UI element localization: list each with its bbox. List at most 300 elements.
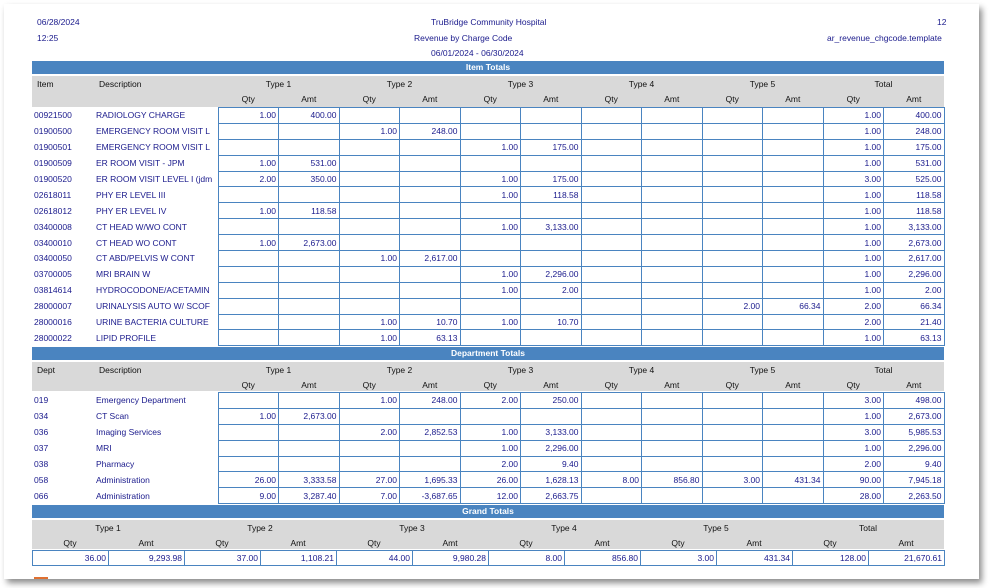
item-qty-cell: 1.00 <box>218 155 279 171</box>
item-qty-cell: 1.00 <box>823 123 884 139</box>
item-qty-cell <box>218 266 279 282</box>
dept-code: 066 <box>32 488 94 504</box>
dept-amt-cell <box>763 456 824 472</box>
item-code: 00921500 <box>32 108 94 124</box>
dept-qty-cell: 3.00 <box>823 393 884 409</box>
dept-qty-cell <box>702 488 763 504</box>
dept-amt-cell: 498.00 <box>884 393 945 409</box>
item-qty-cell: 1.00 <box>823 266 884 282</box>
dept-row <box>32 440 944 456</box>
item-qty-cell <box>581 187 642 203</box>
grand-qty-label: Qty <box>215 538 229 548</box>
item-row <box>32 171 944 187</box>
dept-qty-cell: 12.00 <box>460 488 521 504</box>
item-amt-cell <box>763 108 824 124</box>
dept-qty-cell <box>218 424 279 440</box>
grand-qty-label: Qty <box>63 538 77 548</box>
dept-amt-cell <box>642 456 703 472</box>
item-amt-label: Amt <box>301 94 317 104</box>
item-amt-cell: 400.00 <box>279 108 340 124</box>
dept-amt-cell: 2,852.53 <box>400 424 461 440</box>
item-row <box>32 235 944 251</box>
item-description: EMERGENCY ROOM VISIT L <box>94 139 218 155</box>
item-qty-cell: 1.00 <box>218 108 279 124</box>
item-row <box>32 266 944 282</box>
item-description: HYDROCODONE/ACETAMIN <box>94 282 218 298</box>
dept-amt-label: Amt <box>906 380 922 390</box>
item-amt-cell <box>642 282 703 298</box>
grand-group-1: Type 1 <box>95 523 121 533</box>
dept-qty-cell: 8.00 <box>581 472 642 488</box>
dept-description: Pharmacy <box>94 456 218 472</box>
item-amt-label: Amt <box>906 94 922 104</box>
dept-qty-cell: 1.00 <box>460 424 521 440</box>
item-amt-cell: 2,296.00 <box>521 266 582 282</box>
item-row <box>32 298 944 314</box>
item-qty-cell <box>702 203 763 219</box>
dept-qty-cell: 1.00 <box>218 408 279 424</box>
item-description: URINE BACTERIA CULTURE <box>94 314 218 330</box>
item-amt-cell <box>521 203 582 219</box>
item-amt-cell: 531.00 <box>279 155 340 171</box>
item-qty-cell <box>581 108 642 124</box>
item-qty-cell <box>460 330 521 346</box>
item-qty-cell <box>581 314 642 330</box>
dept-qty-cell <box>702 393 763 409</box>
item-amt-cell <box>279 298 340 314</box>
item-amt-cell <box>763 219 824 235</box>
item-row <box>32 155 944 171</box>
dept-amt-cell: 7,945.18 <box>884 472 945 488</box>
item-qty-cell: 1.00 <box>339 330 400 346</box>
item-qty-cell <box>218 251 279 267</box>
item-qty-label: Qty <box>725 94 739 104</box>
dept-amt-cell <box>400 456 461 472</box>
dept-group-1: Type 1 <box>265 365 292 375</box>
item-amt-cell <box>763 251 824 267</box>
item-code: 02618012 <box>32 203 94 219</box>
hospital-name: TruBridge Community Hospital <box>431 17 547 27</box>
item-amt-cell <box>279 139 340 155</box>
item-qty-cell <box>702 219 763 235</box>
dept-amt-label: Amt <box>422 380 438 390</box>
dept-qty-cell: 3.00 <box>823 424 884 440</box>
dept-group-5: Type 5 <box>749 365 776 375</box>
report-time: 12:25 <box>37 33 59 43</box>
dept-amt-cell: 2,296.00 <box>884 440 945 456</box>
item-qty-cell <box>581 219 642 235</box>
item-amt-cell <box>521 123 582 139</box>
item-amt-cell: 525.00 <box>884 171 945 187</box>
grand-qty-cell: 44.00 <box>337 551 413 566</box>
dept-amt-cell: 2,663.75 <box>521 488 582 504</box>
grand-amt-label: Amt <box>746 538 762 548</box>
dept-amt-cell: 2,673.00 <box>884 408 945 424</box>
item-qty-cell <box>460 203 521 219</box>
item-qty-cell <box>218 282 279 298</box>
item-amt-label: Amt <box>785 94 801 104</box>
item-row <box>32 187 944 203</box>
item-amt-cell <box>279 282 340 298</box>
item-description: RADIOLOGY CHARGE <box>94 108 218 124</box>
grand-qty-label: Qty <box>367 538 381 548</box>
item-amt-label: Amt <box>664 94 680 104</box>
item-amt-cell <box>400 298 461 314</box>
department-totals-bar: Department Totals <box>32 347 944 360</box>
grand-amt-label: Amt <box>442 538 458 548</box>
dept-description: Administration <box>94 472 218 488</box>
dept-amt-cell <box>763 393 824 409</box>
item-qty-cell <box>218 219 279 235</box>
item-amt-cell <box>279 251 340 267</box>
item-amt-cell: 118.58 <box>884 187 945 203</box>
dept-qty-cell: 7.00 <box>339 488 400 504</box>
dept-amt-cell: 3,333.58 <box>279 472 340 488</box>
dept-code: 036 <box>32 424 94 440</box>
item-amt-cell <box>642 235 703 251</box>
grand-total-row <box>33 551 945 566</box>
item-qty-cell <box>339 155 400 171</box>
grand-qty-cell: 36.00 <box>33 551 109 566</box>
item-qty-cell: 1.00 <box>460 187 521 203</box>
dept-qty-cell: 28.00 <box>823 488 884 504</box>
item-amt-cell <box>400 171 461 187</box>
item-qty-cell <box>339 266 400 282</box>
grand-qty-cell: 37.00 <box>185 551 261 566</box>
item-qty-cell: 2.00 <box>823 314 884 330</box>
dept-qty-cell <box>581 393 642 409</box>
dept-qty-cell: 2.00 <box>339 424 400 440</box>
item-amt-cell <box>763 330 824 346</box>
item-description: URINALYSIS AUTO W/ SCOF <box>94 298 218 314</box>
item-qty-cell <box>460 108 521 124</box>
item-amt-cell <box>400 108 461 124</box>
item-qty-cell: 1.00 <box>460 282 521 298</box>
grand-group-3: Type 3 <box>399 523 425 533</box>
item-qty-cell <box>339 108 400 124</box>
dept-row <box>32 456 944 472</box>
dept-row <box>32 472 944 488</box>
item-amt-cell <box>642 155 703 171</box>
grand-totals-bar: Grand Totals <box>32 505 944 518</box>
item-amt-cell <box>642 251 703 267</box>
item-qty-cell: 2.00 <box>218 171 279 187</box>
dept-amt-cell <box>279 424 340 440</box>
item-amt-cell <box>400 219 461 235</box>
item-amt-cell: 3,133.00 <box>521 219 582 235</box>
grand-qty-label: Qty <box>671 538 685 548</box>
dept-qty-cell: 1.00 <box>460 440 521 456</box>
item-qty-cell: 3.00 <box>823 171 884 187</box>
item-qty-cell <box>581 123 642 139</box>
item-code: 03400050 <box>32 251 94 267</box>
item-qty-cell: 1.00 <box>339 314 400 330</box>
item-qty-cell <box>581 203 642 219</box>
item-code: 01900500 <box>32 123 94 139</box>
item-row <box>32 314 944 330</box>
item-amt-cell: 66.34 <box>884 298 945 314</box>
item-code: 28000016 <box>32 314 94 330</box>
dept-qty-cell <box>581 424 642 440</box>
grand-group-6: Total <box>859 523 877 533</box>
dept-qty-cell <box>218 456 279 472</box>
dept-amt-cell: 248.00 <box>400 393 461 409</box>
item-amt-cell <box>763 171 824 187</box>
item-amt-cell <box>642 298 703 314</box>
template-name: ar_revenue_chgcode.template <box>827 33 942 43</box>
item-description: CT HEAD W/WO CONT <box>94 219 218 235</box>
item-amt-cell <box>763 282 824 298</box>
item-description: ER ROOM VISIT LEVEL I (jdm <box>94 171 218 187</box>
item-amt-cell <box>642 330 703 346</box>
item-qty-cell <box>581 330 642 346</box>
item-qty-cell: 1.00 <box>823 203 884 219</box>
item-qty-cell <box>339 219 400 235</box>
grand-amt-cell: 9,293.98 <box>109 551 185 566</box>
item-qty-cell <box>702 251 763 267</box>
dept-amt-cell <box>642 488 703 504</box>
dept-qty-cell: 1.00 <box>823 440 884 456</box>
item-col-label: Item <box>37 79 54 89</box>
item-qty-cell <box>218 298 279 314</box>
dept-amt-cell <box>642 424 703 440</box>
item-amt-cell <box>279 219 340 235</box>
item-row <box>32 203 944 219</box>
item-amt-cell <box>279 330 340 346</box>
dept-amt-label: Amt <box>785 380 801 390</box>
item-qty-cell <box>218 314 279 330</box>
item-amt-cell: 2.00 <box>521 282 582 298</box>
item-code: 03814614 <box>32 282 94 298</box>
dept-qty-cell: 90.00 <box>823 472 884 488</box>
item-amt-cell <box>642 187 703 203</box>
item-amt-cell: 2,617.00 <box>884 251 945 267</box>
item-desc-col-label: Description <box>99 79 142 89</box>
item-amt-label: Amt <box>422 94 438 104</box>
grand-amt-cell: 9,980.28 <box>413 551 489 566</box>
item-qty-label: Qty <box>483 94 497 104</box>
item-qty-cell <box>702 187 763 203</box>
dept-amt-cell: 2,673.00 <box>279 408 340 424</box>
item-group-2: Type 2 <box>386 79 413 89</box>
dept-amt-cell <box>400 408 461 424</box>
dept-code: 038 <box>32 456 94 472</box>
item-amt-cell: 248.00 <box>884 123 945 139</box>
item-row <box>32 282 944 298</box>
dept-amt-cell: 5,985.53 <box>884 424 945 440</box>
grand-amt-label: Amt <box>898 538 914 548</box>
dept-qty-cell: 1.00 <box>823 408 884 424</box>
dept-amt-label: Amt <box>543 380 559 390</box>
item-code: 01900501 <box>32 139 94 155</box>
item-amt-cell: 248.00 <box>400 123 461 139</box>
item-row <box>32 108 944 124</box>
item-amt-cell: 350.00 <box>279 171 340 187</box>
item-qty-label: Qty <box>846 94 860 104</box>
dept-qty-cell <box>339 408 400 424</box>
dept-amt-cell: 856.80 <box>642 472 703 488</box>
item-amt-cell: 2.00 <box>884 282 945 298</box>
item-qty-cell <box>581 298 642 314</box>
item-qty-cell: 1.00 <box>460 139 521 155</box>
item-qty-cell <box>460 123 521 139</box>
item-description: MRI BRAIN W <box>94 266 218 282</box>
item-qty-cell: 1.00 <box>823 330 884 346</box>
item-group-5: Type 5 <box>749 79 776 89</box>
grand-amt-cell: 1,108.21 <box>261 551 337 566</box>
dept-qty-cell <box>339 440 400 456</box>
item-qty-cell: 1.00 <box>339 251 400 267</box>
item-amt-cell: 175.00 <box>521 139 582 155</box>
item-amt-cell <box>400 266 461 282</box>
item-amt-cell <box>763 155 824 171</box>
item-amt-cell <box>279 266 340 282</box>
item-qty-cell: 1.00 <box>823 187 884 203</box>
dept-qty-cell: 26.00 <box>460 472 521 488</box>
dept-amt-cell: 9.40 <box>884 456 945 472</box>
dept-qty-cell: 2.00 <box>460 456 521 472</box>
item-description: PHY ER LEVEL IV <box>94 203 218 219</box>
item-amt-cell <box>642 314 703 330</box>
item-amt-label: Amt <box>543 94 559 104</box>
dept-amt-cell <box>642 393 703 409</box>
dept-amt-cell: 1,695.33 <box>400 472 461 488</box>
item-qty-cell <box>218 139 279 155</box>
item-amt-cell <box>763 187 824 203</box>
dept-group-6: Total <box>874 365 893 375</box>
dept-amt-cell: 2,296.00 <box>521 440 582 456</box>
grand-row <box>32 550 944 566</box>
dept-amt-cell <box>642 408 703 424</box>
dept-row <box>32 488 944 504</box>
dept-code: 037 <box>32 440 94 456</box>
dept-qty-cell: 9.00 <box>218 488 279 504</box>
item-amt-cell: 10.70 <box>521 314 582 330</box>
dept-amt-cell: 9.40 <box>521 456 582 472</box>
dept-qty-cell <box>581 440 642 456</box>
dept-qty-cell <box>702 456 763 472</box>
item-qty-cell: 1.00 <box>218 235 279 251</box>
dept-qty-cell <box>581 488 642 504</box>
item-qty-cell <box>460 251 521 267</box>
item-description: ER ROOM VISIT - JPM <box>94 155 218 171</box>
dept-description: Administration <box>94 488 218 504</box>
item-qty-cell <box>702 266 763 282</box>
item-qty-cell <box>218 187 279 203</box>
item-qty-cell <box>702 139 763 155</box>
dept-amt-cell <box>400 440 461 456</box>
dept-amt-cell: 2,263.50 <box>884 488 945 504</box>
grand-amt-label: Amt <box>290 538 306 548</box>
dept-qty-cell <box>581 456 642 472</box>
item-qty-cell: 1.00 <box>218 203 279 219</box>
item-qty-label: Qty <box>362 94 376 104</box>
item-qty-cell <box>581 251 642 267</box>
grand-amt-cell: 21,670.61 <box>869 551 945 566</box>
item-code: 01900509 <box>32 155 94 171</box>
item-qty-cell: 1.00 <box>339 123 400 139</box>
dept-description: CT Scan <box>94 408 218 424</box>
dept-amt-cell: -3,687.65 <box>400 488 461 504</box>
item-qty-cell <box>702 235 763 251</box>
item-description: LIPID PROFILE <box>94 330 218 346</box>
item-amt-cell <box>763 266 824 282</box>
grand-qty-label: Qty <box>823 538 837 548</box>
dept-qty-cell <box>702 408 763 424</box>
item-amt-cell: 21.40 <box>884 314 945 330</box>
item-code: 28000007 <box>32 298 94 314</box>
dept-qty-cell: 1.00 <box>339 393 400 409</box>
dept-qty-cell <box>339 456 400 472</box>
item-amt-cell: 175.00 <box>884 139 945 155</box>
item-amt-cell <box>642 171 703 187</box>
item-amt-cell <box>400 282 461 298</box>
item-qty-cell: 1.00 <box>823 251 884 267</box>
dept-qty-cell: 2.00 <box>823 456 884 472</box>
item-amt-cell <box>400 235 461 251</box>
grand-amt-label: Amt <box>138 538 154 548</box>
item-qty-cell <box>339 298 400 314</box>
item-amt-cell <box>763 139 824 155</box>
item-qty-cell <box>581 155 642 171</box>
dept-code: 058 <box>32 472 94 488</box>
dept-code: 034 <box>32 408 94 424</box>
dept-amt-cell <box>763 488 824 504</box>
item-amt-cell <box>763 235 824 251</box>
dept-col-label: Dept <box>37 365 55 375</box>
dept-amt-cell: 431.34 <box>763 472 824 488</box>
item-qty-cell: 2.00 <box>702 298 763 314</box>
item-qty-cell: 1.00 <box>460 314 521 330</box>
item-amt-cell <box>521 155 582 171</box>
item-amt-cell: 118.58 <box>521 187 582 203</box>
item-amt-cell: 2,617.00 <box>400 251 461 267</box>
item-description: CT ABD/PELVIS W CONT <box>94 251 218 267</box>
item-qty-cell <box>218 330 279 346</box>
dept-description: Emergency Department <box>94 393 218 409</box>
item-code: 01900520 <box>32 171 94 187</box>
item-description: PHY ER LEVEL III <box>94 187 218 203</box>
item-description: CT HEAD WO CONT <box>94 235 218 251</box>
item-code: 03400010 <box>32 235 94 251</box>
dept-description: Imaging Services <box>94 424 218 440</box>
page-number: 12 <box>937 17 947 27</box>
dept-table <box>32 392 945 504</box>
dept-group-4: Type 4 <box>628 365 655 375</box>
dept-group-2: Type 2 <box>386 365 413 375</box>
dept-qty-label: Qty <box>604 380 618 390</box>
item-qty-cell <box>702 314 763 330</box>
item-amt-cell <box>763 314 824 330</box>
item-amt-cell <box>642 266 703 282</box>
item-amt-cell: 400.00 <box>884 108 945 124</box>
dept-qty-label: Qty <box>725 380 739 390</box>
grand-group-2: Type 2 <box>247 523 273 533</box>
item-amt-cell <box>642 203 703 219</box>
item-qty-cell <box>339 187 400 203</box>
dept-qty-cell: 3.00 <box>702 472 763 488</box>
dept-amt-cell <box>763 408 824 424</box>
page-edge-mark <box>34 577 48 579</box>
dept-amt-label: Amt <box>301 380 317 390</box>
item-amt-cell <box>400 139 461 155</box>
item-amt-cell <box>279 187 340 203</box>
grand-amt-cell: 856.80 <box>565 551 641 566</box>
item-qty-cell <box>339 203 400 219</box>
item-qty-cell <box>339 235 400 251</box>
item-qty-label: Qty <box>241 94 255 104</box>
item-qty-cell: 1.00 <box>460 219 521 235</box>
